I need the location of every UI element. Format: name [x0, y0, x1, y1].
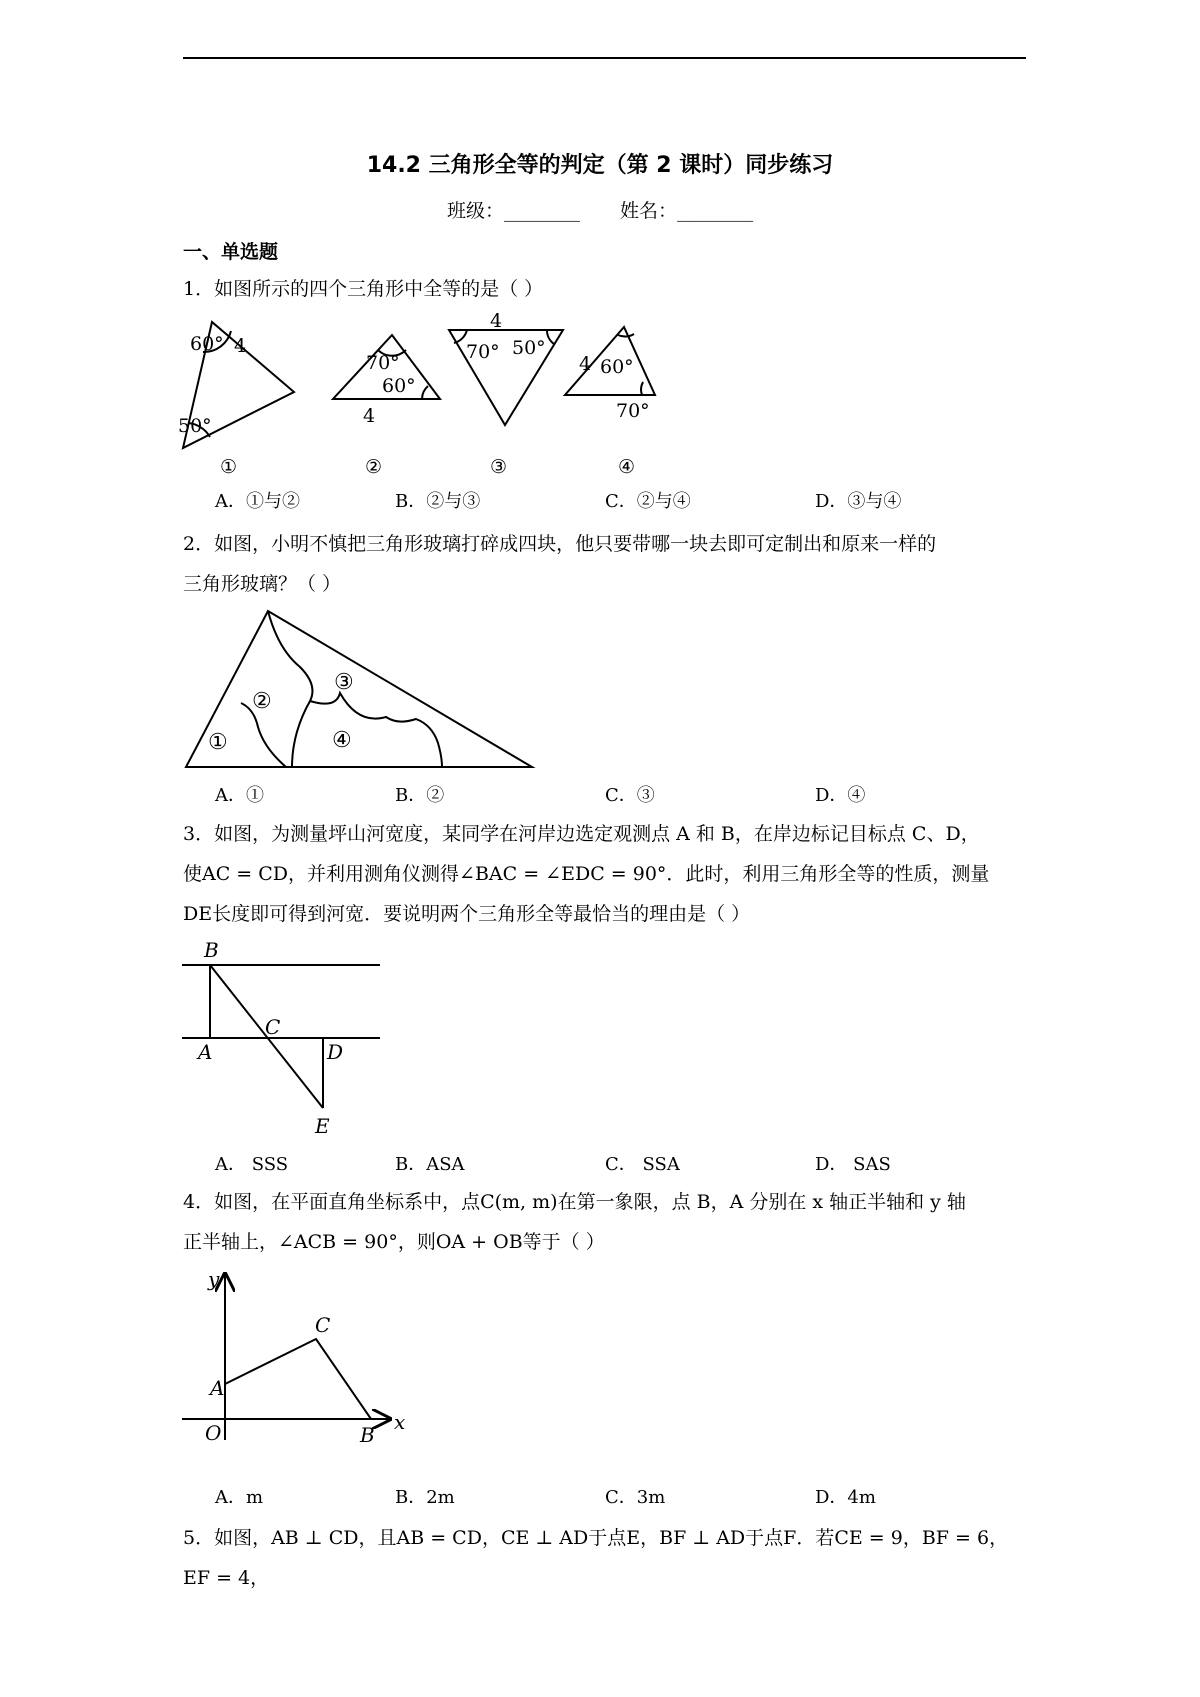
option-b[interactable]: B．ASA — [395, 1154, 465, 1175]
name-label: 姓名： — [620, 200, 678, 222]
t4-label-c: 70° — [616, 400, 650, 422]
question-3-line-1: 3．如图，为测量坪山河宽度，某同学在河岸边选定观测点 A 和 B，在岸边标记目标点 C、D， — [183, 823, 980, 845]
question-1-options — [215, 487, 1015, 517]
question-4-line-2: 正半轴上，∠ACB = 90°，则OA + OB等于（ ） — [183, 1231, 605, 1253]
crack-3 — [310, 693, 442, 767]
point-c: C — [265, 1015, 281, 1039]
question-2-line-2: 三角形玻璃？（ ） — [183, 573, 342, 595]
option-a[interactable]: A．① — [215, 785, 264, 806]
option-c[interactable]: C．③ — [605, 785, 655, 806]
option-c[interactable]: C． SSA — [605, 1154, 680, 1175]
question-4-line-1: 4．如图，在平面直角坐标系中，点C(m, m)在第一象限，点 B，A 分别在 x 轴正半轴和 y 轴 — [183, 1191, 966, 1213]
question-1-text: 1．如图所示的四个三角形中全等的是（ ） — [183, 278, 544, 300]
t3-label-a: 4 — [490, 310, 503, 332]
t2-angle-right — [422, 386, 428, 399]
option-b[interactable]: B．②与③ — [395, 491, 481, 512]
t1-label-b: 4 — [234, 335, 247, 357]
point-b: B — [360, 1423, 375, 1447]
t4-label-a: 4 — [579, 353, 592, 375]
question-1-figure — [170, 310, 730, 480]
question-4-options — [215, 1483, 1015, 1513]
section-heading: 一、单选题 — [183, 241, 279, 263]
t2-number: ② — [365, 456, 383, 478]
axis-y-label: y — [208, 1267, 220, 1291]
t4-angle-right — [641, 382, 643, 395]
question-3-figure — [180, 935, 390, 1140]
t2-label-a: 70° — [366, 352, 400, 374]
origin-o: O — [205, 1421, 222, 1445]
option-d[interactable]: D．4m — [815, 1487, 876, 1508]
glass-triangle — [186, 611, 532, 767]
question-3-line-2: 使AC = CD，并利用测角仪测得∠BAC = ∠EDC = 90°．此时，利用三角形全等的性质，测量 — [183, 863, 990, 885]
option-a[interactable]: A．m — [215, 1487, 264, 1508]
class-blank[interactable]: ________ — [503, 200, 580, 222]
question-3-line-3: DE长度即可得到河宽．要说明两个三角形全等最恰当的理由是（ ） — [183, 903, 751, 925]
point-d: D — [327, 1040, 344, 1064]
t4-angle-top — [618, 334, 634, 337]
name-blank[interactable]: ________ — [677, 200, 754, 222]
question-3-options — [215, 1150, 1015, 1180]
piece-4: ④ — [332, 728, 352, 753]
piece-2: ② — [252, 689, 272, 714]
point-c: C — [315, 1313, 331, 1337]
t3-label-c: 50° — [512, 337, 546, 359]
header-rule — [183, 57, 1026, 59]
option-a[interactable]: A．①与② — [215, 491, 300, 512]
option-d[interactable]: D．④ — [815, 785, 866, 806]
t1-label-a: 60° — [190, 333, 224, 355]
option-c[interactable]: C．②与④ — [605, 491, 691, 512]
t3-number: ③ — [490, 456, 508, 478]
question-2-options — [215, 781, 1015, 811]
page-title: 14.2 三角形全等的判定（第 2 课时）同步练习 — [366, 153, 834, 178]
question-2-text — [183, 524, 1028, 604]
t2-label-c: 4 — [363, 405, 376, 427]
t2-label-b: 60° — [382, 375, 416, 397]
question-4-figure — [180, 1262, 410, 1452]
segments-acb — [225, 1339, 371, 1419]
piece-3: ③ — [334, 670, 354, 695]
t3-label-b: 70° — [466, 341, 500, 363]
option-b[interactable]: B．② — [395, 785, 445, 806]
option-d[interactable]: D．③与④ — [815, 491, 902, 512]
piece-1: ① — [208, 730, 228, 755]
student-fields — [0, 196, 1200, 223]
question-5-text: 5．如图，AB ⊥ CD，且AB = CD，CE ⊥ AD于点E，BF ⊥ AD于点F．若CE = 9，BF = 6，EF = 4， — [183, 1527, 1009, 1589]
option-c[interactable]: C．3m — [605, 1487, 666, 1508]
t1-label-c: 50° — [178, 415, 212, 437]
t4-label-b: 60° — [600, 356, 634, 378]
axis-x-label: x — [394, 1410, 406, 1434]
question-2-figure — [180, 605, 540, 773]
crack-4 — [292, 701, 310, 767]
t4-number: ④ — [618, 456, 636, 478]
point-a: A — [198, 1040, 213, 1064]
point-a: A — [210, 1376, 225, 1400]
point-e: E — [315, 1114, 330, 1138]
t1-number: ① — [220, 456, 238, 478]
option-a[interactable]: A． SSS — [215, 1154, 289, 1175]
question-4-text — [183, 1182, 1028, 1262]
class-label: 班级： — [446, 200, 504, 222]
question-3-text — [183, 814, 1028, 934]
option-b[interactable]: B．2m — [395, 1487, 455, 1508]
point-b: B — [204, 938, 219, 962]
question-2-line-1: 2．如图，小明不慎把三角形玻璃打碎成四块，他只要带哪一块去即可定制出和原来一样的 — [183, 533, 937, 555]
t3-angle-right — [547, 330, 554, 344]
option-d[interactable]: D． SAS — [815, 1154, 891, 1175]
